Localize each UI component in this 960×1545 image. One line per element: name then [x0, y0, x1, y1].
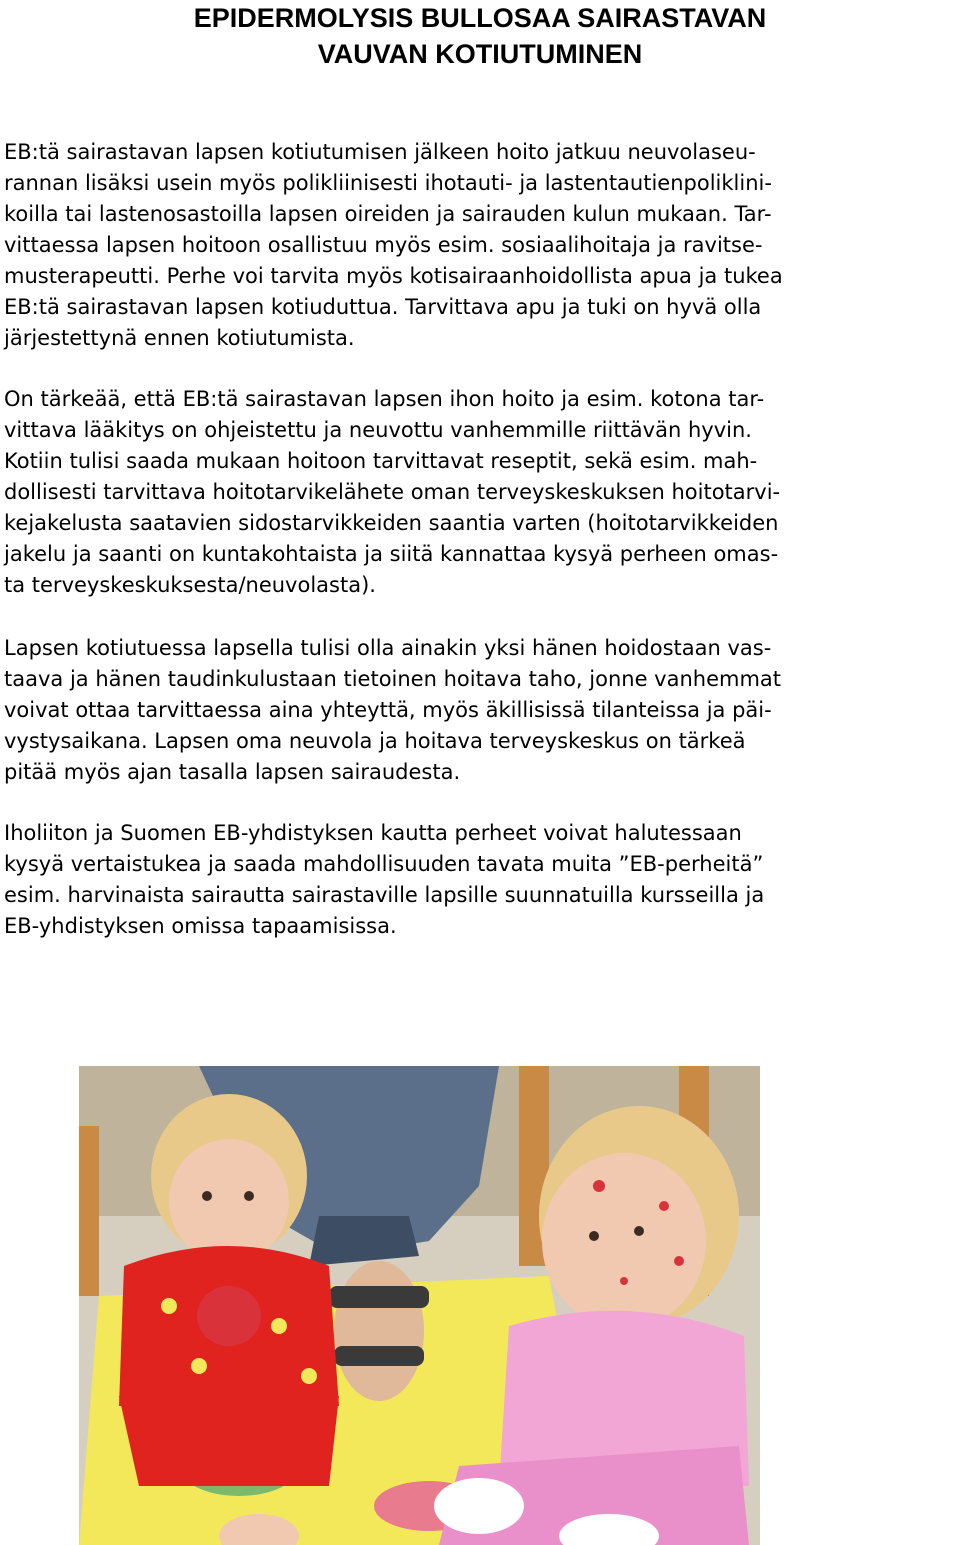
text-line: rannan lisäksi usein myös polikliinisesti ihotauti- ja lastentautienpoliklini- — [4, 171, 772, 195]
text-line: ta terveyskeskuksesta/neuvolasta). — [4, 573, 376, 597]
photo-illustration — [79, 1066, 760, 1545]
text-line: EB:tä sairastavan lapsen kotiuduttua. Tarvittava apu ja tuki on hyvä olla — [4, 295, 762, 319]
paragraph-followup-care — [4, 137, 956, 354]
text-line: dollisesti tarvittava hoitotarvikelähete oman terveyskeskuksen hoitotarvi- — [4, 480, 781, 504]
title-line: EPIDERMOLYSIS BULLOSAA SAIRASTAVAN — [193, 3, 767, 33]
text-line: kysyä vertaistukea ja saada mahdollisuuden tavata muita ”EB-perheitä” — [4, 852, 764, 876]
text-line: kejakelusta saatavien sidostarvikkeiden saantia varten (hoitotarvikkeiden — [4, 511, 779, 535]
paragraph-home-care-instructions — [4, 384, 956, 601]
text-line: taava ja hänen taudinkulustaan tietoinen hoitava taho, jonne vanhemmat — [4, 667, 782, 691]
text-line: Lapsen kotiutuessa lapsella tulisi olla ainakin yksi hänen hoidostaan vas- — [4, 636, 772, 660]
document-title — [0, 0, 960, 72]
text-line: jakelu ja saanti on kuntakohtaista ja siitä kannattaa kysyä perheen omas- — [4, 542, 779, 566]
text-line: vystysaikana. Lapsen oma neuvola ja hoitava terveyskeskus on tärkeä — [4, 729, 746, 753]
text-line: EB:tä sairastavan lapsen kotiutumisen jälkeen hoito jatkuu neuvolaseu- — [4, 140, 756, 164]
text-line: EB-yhdistyksen omissa tapaamisissa. — [4, 914, 397, 938]
text-line: esim. harvinaista sairautta sairastaville lapsille suunnatuilla kursseilla ja — [4, 883, 765, 907]
text-line: koilla tai lastenosastoilla lapsen oireiden ja sairauden kulun mukaan. Tar- — [4, 202, 772, 226]
text-line: voivat ottaa tarvittaessa aina yhteyttä, myös äkillisissä tilanteissa ja päi- — [4, 698, 772, 722]
text-line: järjestettynä ennen kotiutumista. — [4, 326, 355, 350]
text-line: Iholiiton ja Suomen EB-yhdistyksen kautta perheet voivat halutessaan — [4, 821, 742, 845]
paragraph-responsible-care-provider — [4, 633, 956, 788]
text-line: pitää myös ajan tasalla lapsen sairaudesta. — [4, 760, 461, 784]
text-line: Kotiin tulisi saada mukaan hoitoon tarvittavat reseptit, sekä esim. mah- — [4, 449, 758, 473]
paragraph-peer-support — [4, 818, 956, 942]
photo-two-babies — [79, 1066, 760, 1545]
text-line: musterapeutti. Perhe voi tarvita myös kotisairaanhoidollista apua ja tukea — [4, 264, 783, 288]
text-line: On tärkeää, että EB:tä sairastavan lapsen ihon hoito ja esim. kotona tar- — [4, 387, 765, 411]
text-line: vittaessa lapsen hoitoon osallistuu myös esim. sosiaalihoitaja ja ravitse- — [4, 233, 763, 257]
title-line: VAUVAN KOTIUTUMINEN — [317, 39, 643, 69]
text-line: vittava lääkitys on ohjeistettu ja neuvottu vanhemmille riittävän hyvin. — [4, 418, 752, 442]
